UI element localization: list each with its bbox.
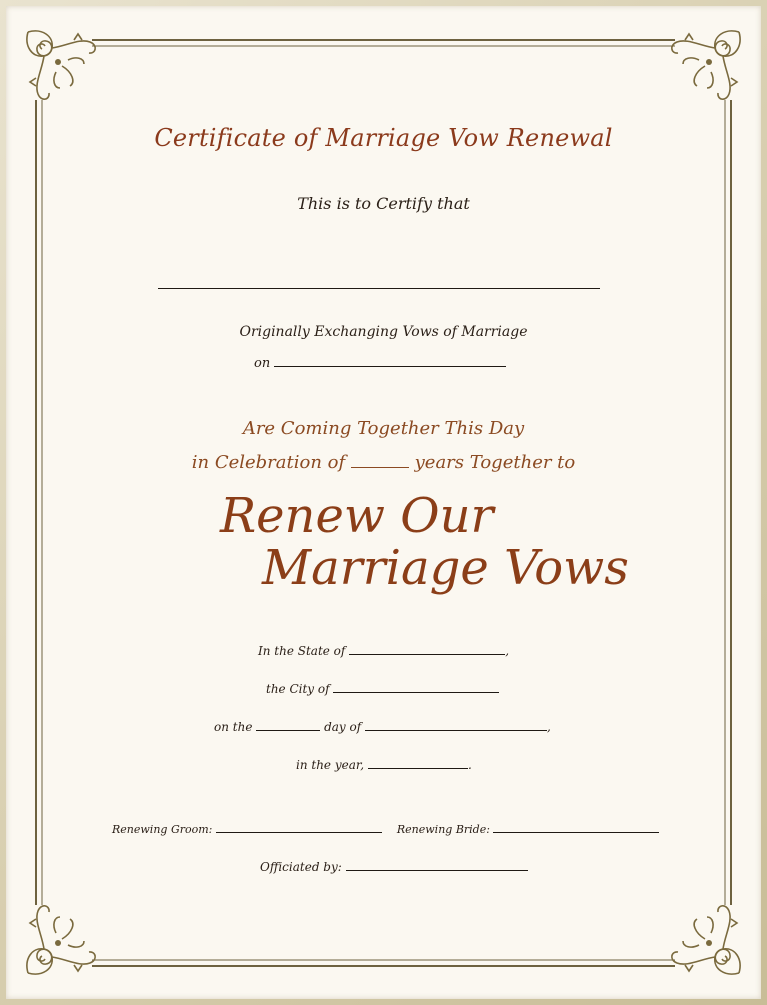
celebration-post: years Together to xyxy=(414,452,576,473)
exchanging-vows-text: Originally Exchanging Vows of Marriage xyxy=(239,324,528,340)
day-row xyxy=(214,720,551,734)
officiant-row xyxy=(260,860,528,874)
year-period: . xyxy=(467,758,472,772)
state-label: In the State of xyxy=(258,644,346,658)
city-label: the City of xyxy=(266,682,330,696)
state-comma: , xyxy=(505,644,510,658)
year-row xyxy=(296,758,472,772)
day-comma: , xyxy=(547,720,551,734)
bride-signature-line[interactable] xyxy=(493,831,659,833)
groom-label: Renewing Groom: xyxy=(112,823,213,836)
certificate-title: Certificate of Marriage Vow Renewal xyxy=(154,124,613,152)
year-line[interactable] xyxy=(368,767,468,769)
city-line[interactable] xyxy=(333,691,499,693)
month-line[interactable] xyxy=(365,729,547,731)
celebration-pre: in Celebration of xyxy=(191,452,346,473)
state-line[interactable] xyxy=(349,653,505,655)
original-date-row xyxy=(254,356,506,371)
officiated-label: Officiated by: xyxy=(260,860,342,874)
coming-together-text: Are Coming Together This Day xyxy=(242,418,525,439)
couple-names-line[interactable] xyxy=(158,288,600,289)
renew-heading-line1: Renew Our xyxy=(220,488,494,544)
on-the-label: on the xyxy=(214,720,253,734)
groom-signature-line[interactable] xyxy=(216,831,382,833)
on-label: on xyxy=(254,356,271,371)
signatures-row xyxy=(112,823,659,836)
state-row xyxy=(258,644,509,658)
years-line[interactable] xyxy=(351,466,409,468)
original-date-line[interactable] xyxy=(274,365,506,367)
officiant-signature-line[interactable] xyxy=(346,869,528,871)
year-label: in the year, xyxy=(296,758,365,772)
city-row xyxy=(266,682,499,696)
certify-text: This is to Certify that xyxy=(297,194,470,213)
bride-label: Renewing Bride: xyxy=(396,823,490,836)
renew-heading-line2: Marriage Vows xyxy=(262,540,629,596)
celebration-row xyxy=(0,452,767,473)
day-line[interactable] xyxy=(256,729,320,731)
day-of-label: day of xyxy=(324,720,362,734)
